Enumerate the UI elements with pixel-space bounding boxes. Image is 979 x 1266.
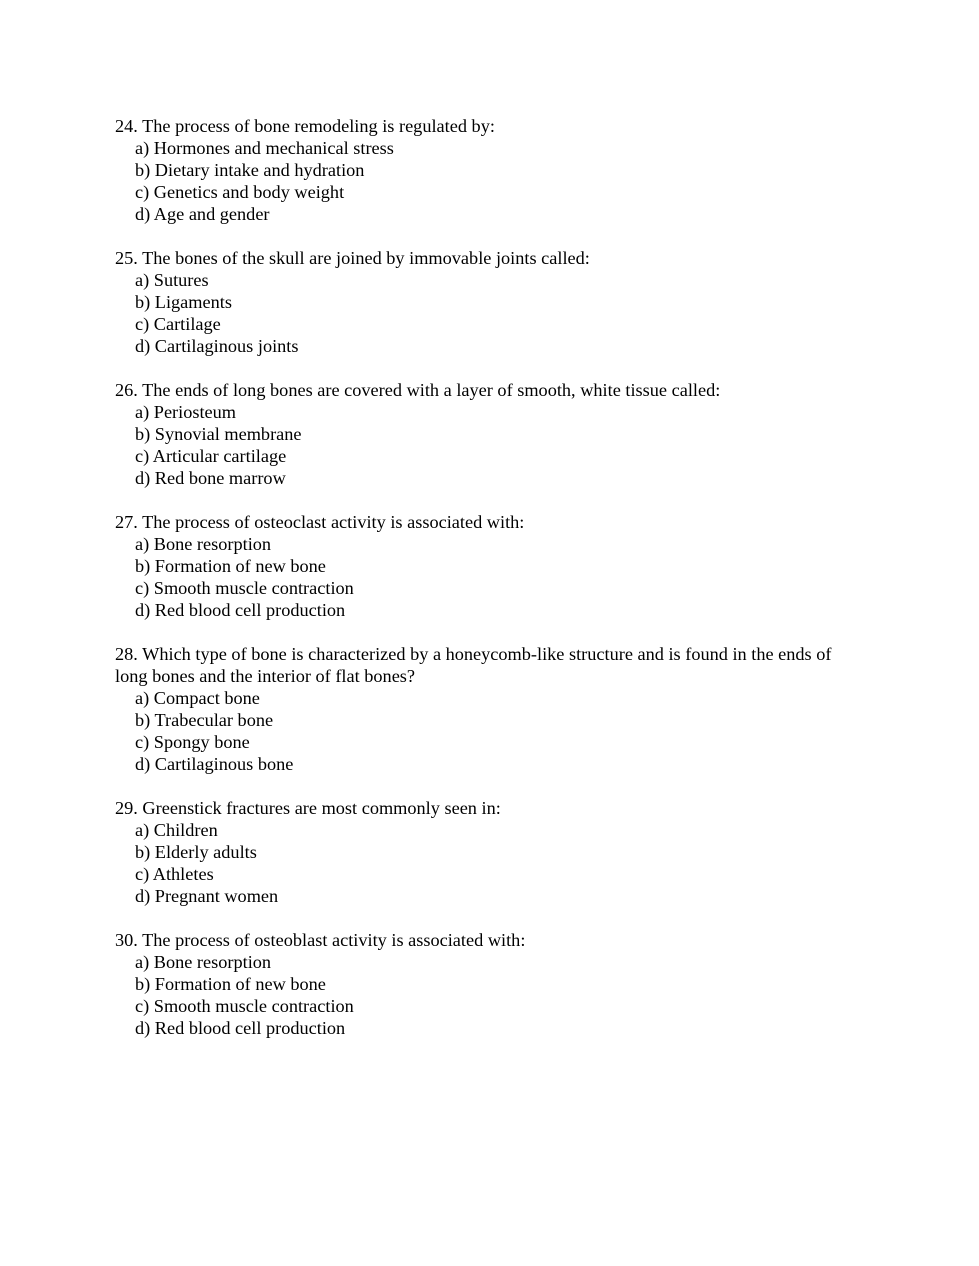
option-b: b) Trabecular bone (135, 710, 274, 730)
option-list (115, 137, 865, 225)
option-a: a) Hormones and mechanical stress (135, 138, 394, 158)
option-a: a) Sutures (135, 270, 209, 290)
question-29 (115, 797, 865, 907)
option-d: d) Red blood cell production (135, 1018, 346, 1038)
option-c: c) Genetics and body weight (135, 182, 345, 202)
option-c: c) Smooth muscle contraction (135, 578, 354, 598)
option-d: d) Red blood cell production (135, 600, 346, 620)
option-a: a) Bone resorption (135, 952, 272, 972)
option-b: b) Ligaments (135, 292, 232, 312)
option-list (115, 269, 865, 357)
option-d: d) Red bone marrow (135, 468, 286, 488)
option-a: a) Bone resorption (135, 534, 272, 554)
option-c: c) Spongy bone (135, 732, 250, 752)
option-a: a) Periosteum (135, 402, 237, 422)
question-stem: 24. The process of bone remodeling is regulated by: (115, 116, 495, 136)
question-30 (115, 929, 865, 1039)
option-list (115, 687, 865, 775)
question-25 (115, 247, 865, 357)
document-page (115, 115, 865, 1061)
question-stem: 25. The bones of the skull are joined by immovable joints called: (115, 248, 590, 268)
option-list (115, 533, 865, 621)
option-list (115, 819, 865, 907)
option-c: c) Articular cartilage (135, 446, 287, 466)
option-b: b) Formation of new bone (135, 556, 326, 576)
option-a: a) Compact bone (135, 688, 260, 708)
option-c: c) Athletes (135, 864, 214, 884)
option-d: d) Pregnant women (135, 886, 279, 906)
option-b: b) Synovial membrane (135, 424, 302, 444)
option-d: d) Age and gender (135, 204, 270, 224)
question-28 (115, 643, 865, 775)
question-stem: 28. Which type of bone is characterized by a honeycomb-like structure and is found in the ends of long bones and the interior of flat bones? (115, 644, 832, 686)
option-b: b) Formation of new bone (135, 974, 326, 994)
option-c: c) Cartilage (135, 314, 221, 334)
question-26 (115, 379, 865, 489)
option-d: d) Cartilaginous joints (135, 336, 299, 356)
option-c: c) Smooth muscle contraction (135, 996, 354, 1016)
option-list (115, 951, 865, 1039)
question-24 (115, 115, 865, 225)
option-list (115, 401, 865, 489)
option-b: b) Elderly adults (135, 842, 257, 862)
question-stem: 29. Greenstick fractures are most commonly seen in: (115, 798, 501, 818)
option-b: b) Dietary intake and hydration (135, 160, 365, 180)
option-d: d) Cartilaginous bone (135, 754, 294, 774)
question-stem: 30. The process of osteoblast activity is associated with: (115, 930, 526, 950)
question-stem: 27. The process of osteoclast activity is associated with: (115, 512, 525, 532)
option-a: a) Children (135, 820, 218, 840)
question-stem: 26. The ends of long bones are covered with a layer of smooth, white tissue called: (115, 380, 721, 400)
question-27 (115, 511, 865, 621)
